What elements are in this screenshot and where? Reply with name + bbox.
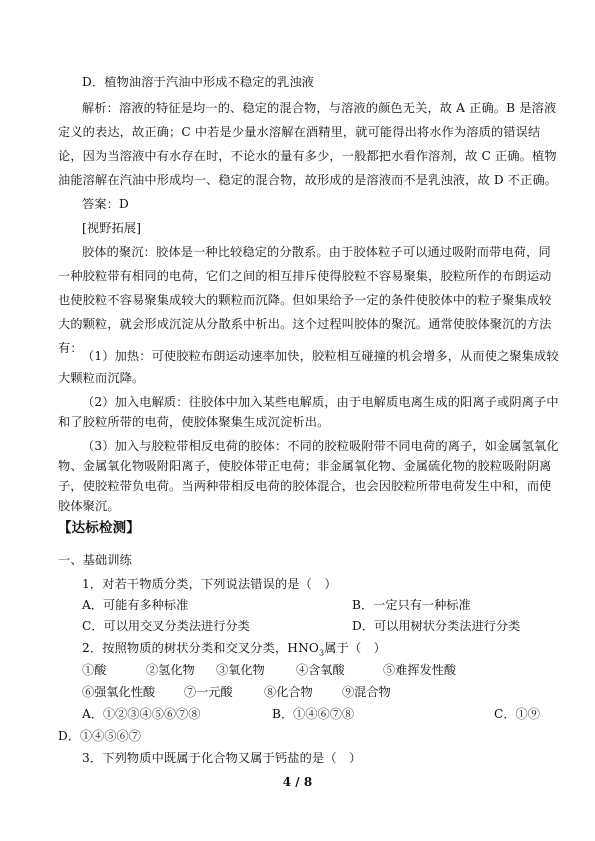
colloid-p4-line-4: 胶体聚沉。 bbox=[58, 499, 120, 513]
q1-option-b: B．一定只有一种标准 bbox=[352, 598, 471, 612]
q2-item-7: ⑦一元酸 bbox=[184, 685, 233, 699]
q2-item-4: ④含氧酸 bbox=[296, 663, 345, 677]
analysis-line-3: 论，因为当溶液中有水存在时，不论水的量有多少，一般都把水看作溶剂，故 C 正确。植物 bbox=[58, 149, 557, 163]
colloid-p1-line-2: 一种胶粒带有相同的电荷，它们之间的相互排斥使得胶粒不容易聚集，胶粒所作的布朗运动 bbox=[58, 269, 552, 283]
q2-option-c: C．①⑨ bbox=[494, 707, 540, 721]
analysis-line-4: 油能溶解在汽油中形成均一、稳定的混合物，故形成的是溶液而不是乳浊液，故 D 不正确。 bbox=[58, 173, 558, 187]
sub-heading: 一、基础训练 bbox=[58, 553, 133, 567]
q2-stem-pre: 2．按照物质的树状分类和交叉分类，HNO bbox=[82, 641, 320, 655]
colloid-p4-line-1: （3）加入与胶粒带相反电荷的胶体：不同的胶粒吸附带不同电荷的离子，如金属氢氧化 bbox=[82, 439, 559, 453]
q2-item-2: ②氢化物 bbox=[146, 663, 195, 677]
colloid-p2-line-2: 大颗粒而沉降。 bbox=[58, 371, 145, 385]
analysis-line-1: 解析：溶液的特征是均一的、稳定的混合物，与溶液的颜色无关，故 A 正确。B 是溶液 bbox=[82, 101, 557, 115]
colloid-p1-line-4: 大的颗粒，就会形成沉淀从分散系中析出。这个过程叫胶体的聚沉。通常使胶体聚沉的方法 bbox=[58, 317, 552, 331]
q2-stem-post: 属于（ ） bbox=[324, 641, 386, 655]
colloid-p1-line-1: 胶体的聚沉：胶体是一种比较稳定的分散系。由于胶体粒子可以通过吸附而带电荷，同 bbox=[82, 245, 551, 259]
q1-option-d: D．可以用树状分类法进行分类 bbox=[352, 619, 521, 633]
q1-stem: 1．对若干物质分类，下列说法错误的是（ ） bbox=[82, 577, 337, 591]
colloid-p1-line-5: 有： bbox=[58, 341, 83, 355]
colloid-p1-line-3: 也使胶粒不容易聚集成较大的颗粒而沉降。但如果给予一定的条件使胶体中的粒子聚集成较 bbox=[58, 293, 552, 307]
q2-option-d: D．①④⑤⑥⑦ bbox=[58, 729, 141, 743]
answer-text: 答案：D bbox=[82, 197, 129, 211]
page-number: 4 / 8 bbox=[282, 775, 313, 789]
q2-option-a: A．①②③④⑤⑥⑦⑧ bbox=[82, 707, 201, 721]
colloid-p3-line-1: （2）加入电解质：往胶体中加入某些电解质，由于电解质电离生成的阳离子或阴离子中 bbox=[82, 395, 559, 409]
q2-item-1: ①酸 bbox=[82, 663, 107, 677]
q2-item-9: ⑨混合物 bbox=[342, 685, 391, 699]
q2-item-6: ⑥强氧化性酸 bbox=[82, 685, 156, 699]
q1-option-c: C．可以用交叉分类法进行分类 bbox=[82, 619, 250, 633]
extension-title: [视野拓展] bbox=[82, 221, 142, 235]
q2-stem-sub: 3 bbox=[319, 648, 325, 658]
colloid-p2-line-1: （1）加热：可使胶粒布朗运动速率加快，胶粒相互碰撞的机会增多，从而使之聚集成较 bbox=[82, 349, 559, 363]
section-heading: 【达标检测】 bbox=[58, 520, 140, 536]
analysis-line-2: 定义的表达，故正确；C 中若是少量水溶解在酒精里，就可能得出将水作为溶质的错误结 bbox=[58, 125, 541, 139]
q2-item-8: ⑧化合物 bbox=[264, 685, 313, 699]
q1-option-a: A．可能有多种标准 bbox=[82, 598, 189, 612]
colloid-p4-line-3: 子，使胶粒带负电荷。当两种带相反电荷的胶体混合，也会因胶粒所带电荷发生中和，而使 bbox=[58, 479, 552, 493]
q2-stem bbox=[82, 640, 386, 661]
q2-item-3: ③氧化物 bbox=[216, 663, 265, 677]
colloid-p3-line-2: 和了胶粒所带的电荷，使胶体聚集生成沉淀析出。 bbox=[58, 415, 330, 429]
q3-stem: 3．下列物质中既属于化合物又属于钙盐的是（ ） bbox=[82, 751, 362, 765]
q2-option-b: B．①④⑥⑦⑧ bbox=[272, 707, 355, 721]
colloid-p4-line-2: 物、金属氧化物吸附阳离子，使胶体带正电荷；非金属氧化物、金属硫化物的胶粒吸附阴离 bbox=[58, 459, 552, 473]
option-d-text: D．植物油溶于汽油中形成不稳定的乳浊液 bbox=[82, 75, 314, 89]
q2-item-5: ⑤难挥发性酸 bbox=[383, 663, 457, 677]
